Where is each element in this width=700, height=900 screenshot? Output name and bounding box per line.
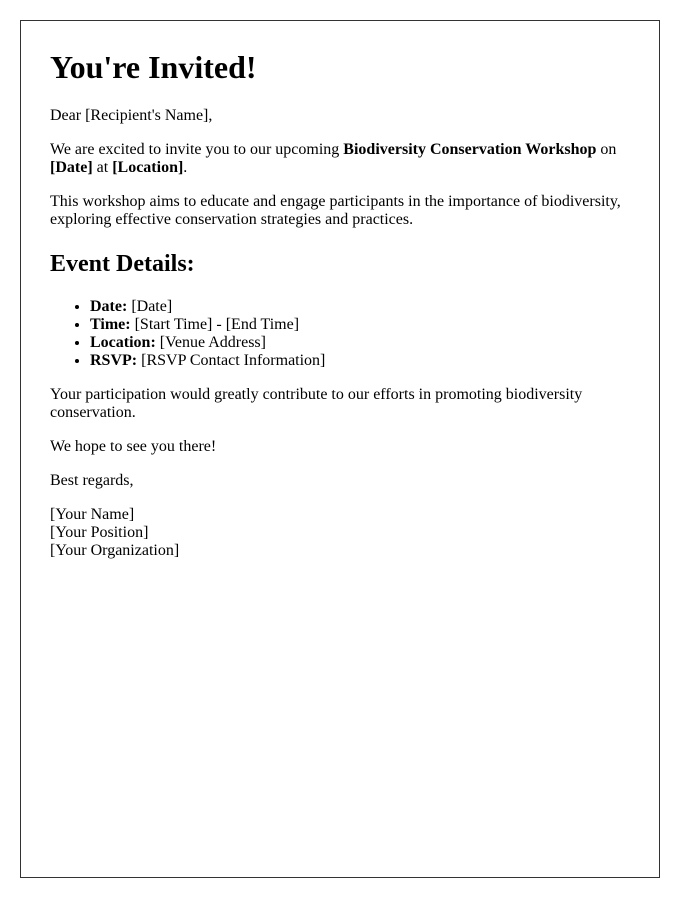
hope-paragraph: We hope to see you there! <box>50 438 217 455</box>
detail-label: Location: <box>90 334 156 351</box>
signature-name: [Your Name] <box>50 506 135 523</box>
intro-on: on <box>596 141 617 158</box>
intro-at: at <box>92 159 113 176</box>
detail-value: [Venue Address] <box>155 334 266 351</box>
detail-value: [RSVP Contact Information] <box>137 352 326 369</box>
intro-location: [Location] <box>112 159 184 176</box>
detail-item-location <box>90 334 630 352</box>
signature-organization: [Your Organization] <box>50 542 180 559</box>
signature-block <box>50 506 630 560</box>
intro-end: . <box>183 159 188 176</box>
signature-position: [Your Position] <box>50 524 149 541</box>
event-name: Biodiversity Conservation Workshop <box>343 141 597 158</box>
detail-label: Date: <box>90 298 128 315</box>
event-details-heading: Event Details: <box>50 251 195 277</box>
intro-date: [Date] <box>50 159 93 176</box>
detail-item-date <box>90 298 630 316</box>
detail-item-rsvp <box>90 352 630 370</box>
detail-value: [Date] <box>127 298 173 315</box>
purpose-paragraph: This workshop aims to educate and engage participants in the importance of biodiversity, exploring effective conservation strategies and practices. <box>50 193 621 228</box>
letter-title: You're Invited! <box>50 49 257 85</box>
event-details-list <box>50 298 630 370</box>
detail-value: [Start Time] - [End Time] <box>130 316 300 333</box>
intro-paragraph <box>50 141 630 177</box>
intro-text: We are excited to invite you to our upcoming <box>50 141 344 158</box>
detail-label: RSVP: <box>90 352 138 369</box>
greeting: Dear [Recipient's Name], <box>50 107 213 124</box>
detail-label: Time: <box>90 316 131 333</box>
participation-paragraph: Your participation would greatly contribute to our efforts in promoting biodiversity conservation. <box>50 386 583 421</box>
invitation-letter <box>20 20 660 878</box>
closing: Best regards, <box>50 472 134 489</box>
detail-item-time <box>90 316 630 334</box>
